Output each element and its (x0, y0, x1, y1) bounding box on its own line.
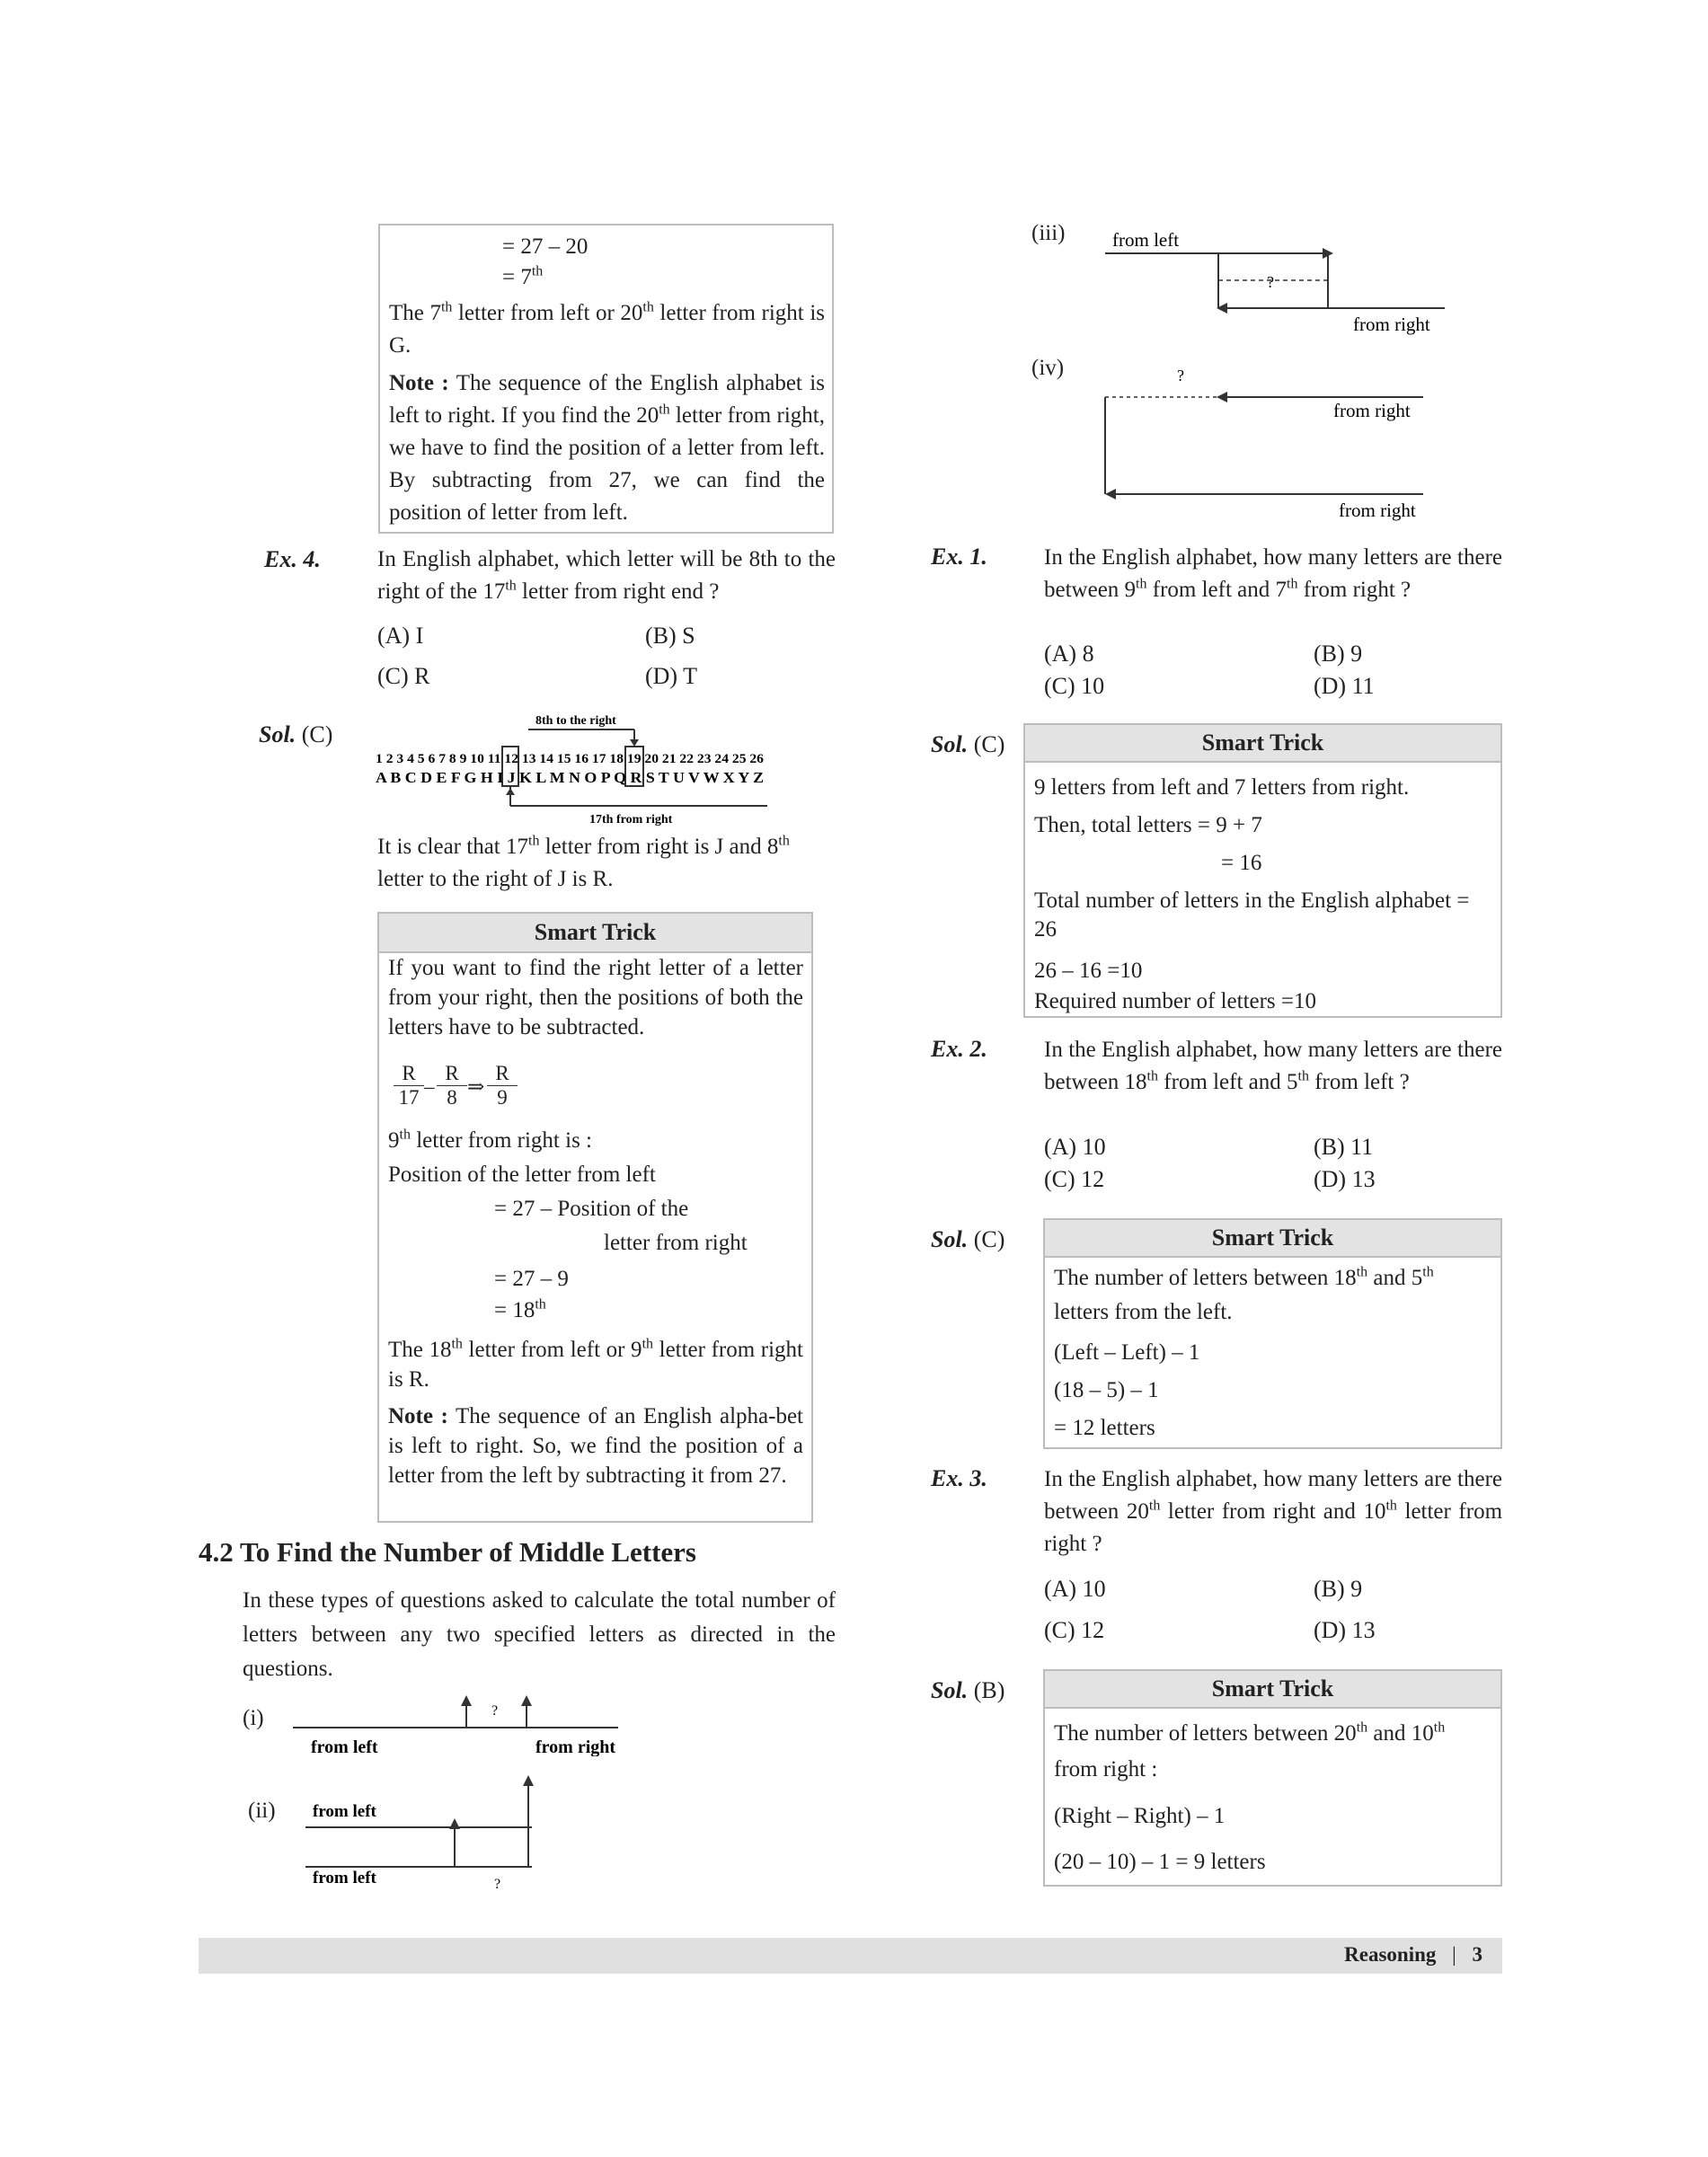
smart-trick-box-left (377, 912, 813, 1523)
diagram-i (288, 1693, 629, 1756)
smart-trick-box-sol3 (1043, 1669, 1502, 1887)
diagram-ii (296, 1770, 548, 1896)
sol1-line-5: 26 – 16 =10 (1034, 959, 1143, 983)
smart-trick-heading: Smart Trick (379, 914, 811, 953)
figure-number-row: 1 2 3 4 5 6 7 8 9 10 11 12 13 14 15 16 17 18 19 20 21 22 23 24 25 26 (376, 752, 765, 766)
footer-title: Reasoning (1344, 1943, 1437, 1966)
ex4-option-a: (A) I (377, 623, 424, 649)
figure-bottom-label: 17th from right (589, 813, 673, 827)
diagram-iv (1096, 359, 1456, 526)
smart-trick-heading: Smart Trick (1045, 1671, 1500, 1709)
trick-line-5: = 27 – 9 (494, 1267, 569, 1291)
diagram-ii-arrow-tall (523, 1775, 534, 1786)
diagram-i-label: (i) (243, 1706, 264, 1730)
footer-content (1344, 1943, 1482, 1967)
diagram-i-arrow-left (461, 1695, 472, 1706)
ex2-option-a: (A) 10 (1044, 1134, 1106, 1160)
ex3-option-b: (B) 9 (1314, 1576, 1363, 1602)
diagram-i-left-text: from left (311, 1737, 378, 1756)
ex3-option-a: (A) 10 (1044, 1576, 1106, 1602)
sol2-line-4: = 12 letters (1054, 1416, 1155, 1440)
trick-answer: The 18th letter from left or 9th letter from right is R. (388, 1336, 804, 1392)
sol1-line-4: Total number of letters in the English alphabet = 26 (1034, 888, 1470, 941)
sol1-line-6: Required number of letters =10 (1034, 989, 1317, 1013)
trick-note: Note : The sequence of an English alpha-bet is left to right. So, we find the position of a letter from the left by subtracting it from 27. (388, 1404, 803, 1488)
footer-separator: | (1452, 1943, 1456, 1966)
ex1-option-d: (D) 11 (1314, 673, 1375, 699)
trick-line-6: = 18th (494, 1296, 546, 1322)
smart-trick-box-sol1 (1023, 723, 1502, 1018)
diagram-iii-bottom-text: from right (1353, 314, 1430, 335)
sol1-label: Sol. (C) (931, 731, 1005, 757)
sol2-line-2: (Left – Left) – 1 (1054, 1340, 1200, 1365)
implies-arrow: ⇒ (467, 1075, 485, 1098)
calc-result: = 7th (502, 263, 544, 289)
smart-trick-box-sol2 (1043, 1218, 1502, 1449)
diagram-iv-bottom-text: from right (1339, 499, 1416, 521)
figure-top-label: 8th to the right (535, 714, 616, 728)
minus-sign: – (424, 1075, 435, 1098)
sol1-line-3: = 16 (1221, 851, 1262, 875)
sol3-line-2: (Right – Right) – 1 (1054, 1804, 1226, 1828)
ex1-option-a: (A) 8 (1044, 641, 1094, 667)
diagram-ii-arrow-short (449, 1818, 460, 1829)
note-paragraph: Note : The sequence of the English alphabet is left to right. If you find the 20th letter from right, we have to find the position of a letter from left. By subtracting from 27, we can find the position of letter from left. (389, 371, 825, 525)
ex4-question: In English alphabet, which letter will be 8th to the right of the 17th letter from right end ? (377, 547, 836, 604)
diagram-iii-top-text: from left (1112, 229, 1180, 251)
diagram-iii-label: (iii) (1031, 221, 1066, 245)
sol3-line-1: The number of letters between 20th and 10th from right : (1054, 1719, 1446, 1781)
sol3-line-3: (20 – 10) – 1 = 9 letters (1054, 1850, 1266, 1874)
diagram-ii-question: ? (494, 1877, 501, 1892)
ex4-option-c: (C) R (377, 663, 430, 689)
diagram-iv-top-text: from right (1333, 400, 1411, 421)
trick-line-4: letter from right (604, 1231, 748, 1255)
figure-letter-row: A B C D E F G H I J K L M N O P Q R S T U V W X Y Z (376, 769, 764, 786)
ex4-option-d: (D) T (645, 663, 698, 689)
ex1-option-b: (B) 9 (1314, 641, 1363, 667)
sol4-label: Sol. (C) (259, 721, 333, 747)
figure-up-arrow (506, 788, 515, 795)
ex1-label: Ex. 1. (931, 544, 987, 570)
sol1-line-2: Then, total letters = 9 + 7 (1034, 813, 1262, 837)
trick-line-3: = 27 – Position of the (494, 1197, 689, 1221)
ex1-option-c: (C) 10 (1044, 673, 1105, 699)
diagram-ii-top-text: from left (313, 1802, 376, 1821)
alphabet-position-figure (374, 707, 769, 828)
diagram-i-right-text: from right (535, 1737, 616, 1756)
sol4-explanation: It is clear that 17th letter from right is J and 8th letter to the right of J is R. (377, 833, 790, 891)
ex4-option-b: (B) S (645, 623, 695, 649)
diagram-iii-question: ? (1267, 273, 1274, 291)
smart-trick-heading: Smart Trick (1045, 1220, 1500, 1258)
sol1-line-1: 9 letters from left and 7 letters from right. (1034, 775, 1410, 800)
sol2-label: Sol. (C) (931, 1226, 1005, 1252)
diagram-i-arrow-right (521, 1695, 532, 1706)
ex2-option-b: (B) 11 (1314, 1134, 1374, 1160)
ex4-label: Ex. 4. (264, 546, 321, 572)
figure-down-arrow (630, 739, 639, 747)
sol2-line-3: (18 – 5) – 1 (1054, 1378, 1159, 1402)
sol2-line-1: The number of letters between 18th and 5th letters from the left. (1054, 1264, 1434, 1324)
ex3-question: In the English alphabet, how many letters are there between 20th letter from right and 10th letter from right ? (1044, 1467, 1503, 1556)
trick-line-2: Position of the letter from left (388, 1162, 656, 1187)
ex3-option-d: (D) 13 (1314, 1617, 1376, 1643)
smart-trick-heading: Smart Trick (1025, 725, 1500, 763)
diagram-ii-bottom-text: from left (313, 1869, 376, 1887)
sol3-label: Sol. (B) (931, 1677, 1005, 1703)
answer-paragraph: The 7th letter from left or 20th letter from right is G. (389, 299, 825, 358)
section-intro: In these types of questions asked to calculate the total number of letters between any two specified letters as directed in the questions. (243, 1588, 836, 1681)
diagram-iii (1096, 225, 1456, 341)
trick-line-1: 9th letter from right is : (388, 1127, 592, 1153)
ex2-question: In the English alphabet, how many letters are there between 18th from left and 5th from left ? (1044, 1038, 1502, 1094)
smart-trick-text: If you want to find the right letter of a letter from your right, then the positions of both the letters have to be subtracted. (388, 956, 803, 1039)
fraction-r-9: R 9 (487, 1062, 518, 1109)
ex2-option-c: (C) 12 (1044, 1166, 1105, 1192)
diagram-i-question: ? (491, 1703, 499, 1719)
fraction-r-8: R 8 (437, 1062, 467, 1109)
ex1-question: In the English alphabet, how many letters are there between 9th from left and 7th from right ? (1044, 545, 1502, 602)
ex2-option-d: (D) 13 (1314, 1166, 1376, 1192)
diagram-iv-question: ? (1177, 367, 1184, 385)
section-heading: 4.2 To Find the Number of Middle Letters (199, 1536, 696, 1568)
fraction-r-17: R 17 (394, 1062, 424, 1109)
ex3-option-c: (C) 12 (1044, 1617, 1105, 1643)
footer-bar (199, 1938, 1502, 1974)
continued-solution-box (378, 224, 834, 534)
ex2-label: Ex. 2. (931, 1036, 987, 1062)
page-number: 3 (1472, 1943, 1482, 1966)
diagram-ii-label: (ii) (248, 1799, 276, 1823)
ex3-label: Ex. 3. (931, 1465, 987, 1491)
calc-line: = 27 – 20 (502, 234, 589, 259)
diagram-iv-label: (iv) (1031, 356, 1065, 380)
